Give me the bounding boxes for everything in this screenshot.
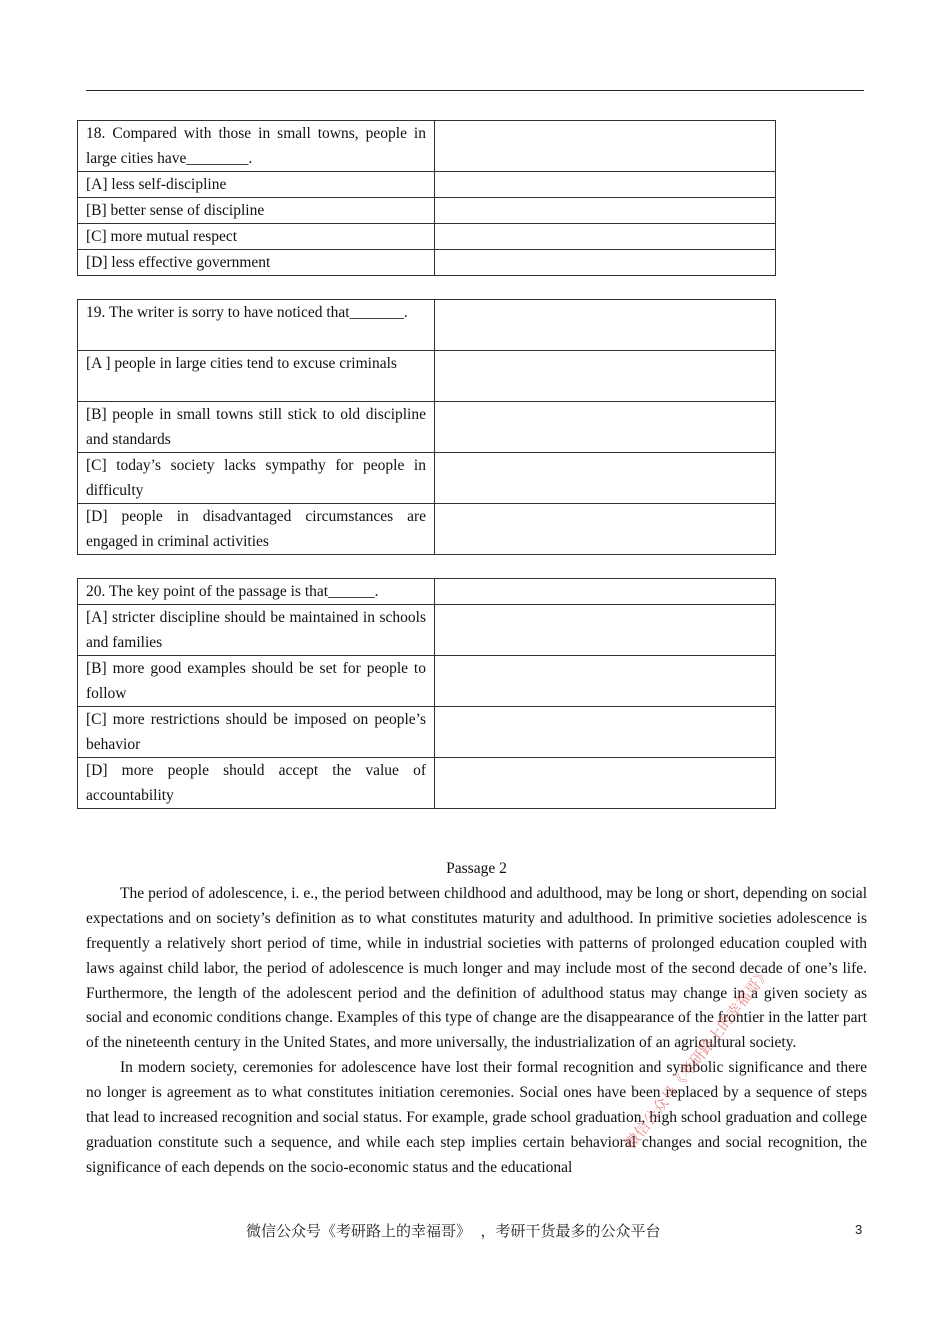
- question-table-20: [77, 578, 776, 809]
- option-d: [D] less effective government: [78, 250, 435, 276]
- option-b: [B] better sense of discipline: [78, 198, 435, 224]
- answer-cell: [435, 605, 776, 656]
- answer-cell: [435, 707, 776, 758]
- question-table-18: [77, 120, 776, 276]
- option-a: [A ] people in large cities tend to excuse criminals: [78, 351, 435, 402]
- answer-cell: [435, 402, 776, 453]
- answer-cell: [435, 300, 776, 351]
- question-stem: 20. The key point of the passage is that______.: [78, 579, 435, 605]
- option-b: [B] more good examples should be set for people to follow: [78, 656, 435, 707]
- watermark: 微信公众号《考研路上的幸福哥》: [621, 963, 775, 1153]
- answer-cell: [435, 198, 776, 224]
- page-number: 3: [855, 1222, 863, 1237]
- option-c: [C] today’s society lacks sympathy for people in difficulty: [78, 453, 435, 504]
- option-b: [B] people in small towns still stick to old discipline and standards: [78, 402, 435, 453]
- answer-cell: [435, 172, 776, 198]
- answer-cell: [435, 224, 776, 250]
- passage-paragraph-2: In modern society, ceremonies for adolescence have lost their formal recognition and symbolic significance and there no longer is agreement as to what constitutes initiation ceremonies. Social ones have been replaced by a sequence of steps that lead to increased recognition and social status. For example, grade school graduation, high school graduation and college graduation constitute such a sequence, and while each step implies certain behavioral changes and social recognition, the significance of each depends on the socio-economic status and the educational: [86, 1059, 867, 1176]
- option-c: [C] more restrictions should be imposed on people’s behavior: [78, 707, 435, 758]
- answer-cell: [435, 250, 776, 276]
- option-a: [A] less self-discipline: [78, 172, 435, 198]
- footer-text: 微信公众号《考研路上的幸福哥》 ，考研干货最多的公众平台: [246, 1222, 661, 1240]
- answer-cell: [435, 656, 776, 707]
- option-d: [D] people in disadvantaged circumstances are engaged in criminal activities: [78, 504, 435, 555]
- answer-cell: [435, 121, 776, 172]
- question-stem: 19. The writer is sorry to have noticed that_______.: [78, 300, 435, 351]
- passage-2: [86, 857, 867, 1181]
- page-footer: [0, 1220, 950, 1244]
- answer-cell: [435, 758, 776, 809]
- question-table-19: [77, 299, 776, 555]
- question-stem: 18. Compared with those in small towns, people in large cities have________.: [78, 121, 435, 172]
- answer-cell: [435, 579, 776, 605]
- passage-title: Passage 2: [446, 860, 507, 877]
- header-rule: [86, 90, 864, 91]
- option-a: [A] stricter discipline should be maintained in schools and families: [78, 605, 435, 656]
- answer-cell: [435, 453, 776, 504]
- passage-paragraph-1: The period of adolescence, i. e., the period between childhood and adulthood, may be long or short, depending on social expectations and on society’s definition as to what constitutes maturity and adulthood. In primitive societies adolescence is frequently a relatively short period of time, while in industrial societies with patterns of prolonged education coupled with laws against child labor, the period of adolescence is much longer and may include most of the second decade of one’s life. Furthermore, the length of the adolescent period and the definition of adulthood status may change in a given society as social and economic conditions change. Examples of this type of change are the disappearance of the frontier in the latter part of the nineteenth century in the United States, and more universally, the industrialization of an agricultural society.: [86, 884, 867, 1052]
- answer-cell: [435, 504, 776, 555]
- answer-cell: [435, 351, 776, 402]
- option-d: [D] more people should accept the value of accountability: [78, 758, 435, 809]
- option-c: [C] more mutual respect: [78, 224, 435, 250]
